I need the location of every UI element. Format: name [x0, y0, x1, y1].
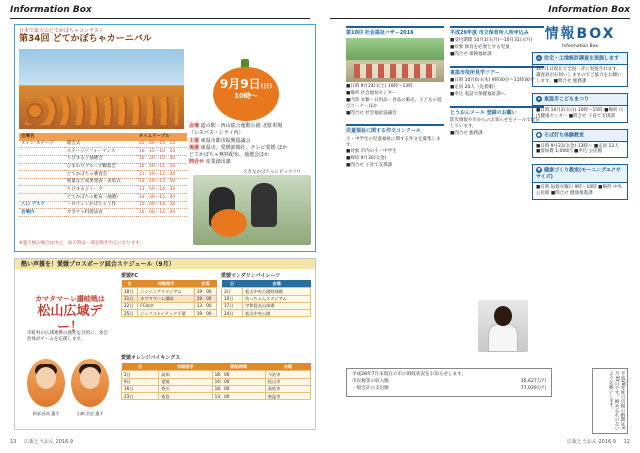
sports-panel-title: 熱い声援を！愛媛プロスポーツ試合スケジュール（9月）: [15, 259, 315, 269]
table-row: 2日 高知 18：00 今治市: [122, 371, 311, 378]
tax-notice: 平成28年度の市税の納期は9月30日です。納め忘れのないようお願いします。: [592, 368, 628, 434]
info-row: （レスパス・シティ内）: [189, 130, 244, 137]
table-row: 会場内 カボチャ料理試食 10：00〜14：00: [19, 209, 187, 217]
nursery-title: 平成29年度 市立保育所入所申込み: [450, 26, 544, 36]
pumpkin-field-photo: [19, 49, 184, 129]
table-row: ちびまる子抽選会 10：20〜10：40: [19, 155, 187, 163]
finance-box: [346, 368, 552, 397]
bazaar-title: 第10回 社会福祉バザー2016: [346, 26, 444, 36]
table-row: メイン ステージ 開会式 10：00〜10：15: [19, 141, 187, 148]
table-row: 3日 松山中央公園野球場: [222, 288, 311, 295]
event-date-badge: [213, 67, 279, 121]
carnival-heading: [19, 28, 169, 46]
players-photos: [25, 359, 115, 421]
table-row: 9日 愛媛 14：00 松山市: [122, 378, 311, 385]
fc-title: 愛媛FC: [121, 273, 139, 279]
slogan-line-1: カマタマーレ讃岐戦は: [35, 295, 105, 303]
info-item: ⌂ 住宅・土地統計調査を実施します 10月1日現在で全国一斉に実施されます。調査員がお伺いしますのでご協力をお願いします。■問合せ 総務課: [532, 52, 628, 87]
table-row: 17日 宇和島丸山球場: [222, 302, 311, 309]
weather-note: ※悪天候の場合は中止。雨天時は一部を除き中止になります。: [19, 241, 144, 246]
info-row: 問合せ 産業創出課: [189, 159, 231, 166]
table-row: 23日 徳島 13：00 東温市: [122, 393, 311, 400]
publication-name: 広報とうおん 2016.9: [24, 439, 74, 445]
pirates-table: 日 会場 3日 松山中央公園野球場 10日 坊っちゃんスタジアム 17日 宇和島丸山球場 24日 松山中央公園: [221, 280, 311, 317]
table-row: 10日 坊っちゃんスタジアム: [222, 295, 311, 302]
page-number: 13: [10, 439, 17, 445]
bazaar-text: ■日時 9月24日(土) 10時〜13時 ■場所 社会福祉センター ■内容 衣類・日用品・食品の販売、子どもの遊びコーナーほか ■問合せ 社会福祉協議会: [346, 84, 442, 116]
finance-intro: 平成28年7月末現在の市の財政状況をお知らせします。: [352, 372, 466, 377]
table-row: ちびまる子トーク 13：50〜14：30: [19, 186, 187, 194]
info-box-subtitle: Information Box: [562, 43, 598, 49]
finance-row: 一般会計の支出額 77,029万円: [352, 386, 546, 392]
table-row: 16日 香川 18：00 高松市: [122, 385, 311, 392]
info-row: 会場 道の駅・西山総合運動公園 北駐車場: [189, 123, 283, 129]
pumpkins-image: [25, 97, 178, 125]
info-box-title: 情報BOX: [544, 26, 616, 42]
woman-illustration: [478, 300, 528, 352]
star-icon: ★: [537, 96, 541, 102]
table-row: 22日 FC岐阜 13：00: [122, 302, 217, 309]
left-footer: [10, 439, 310, 447]
finance-row: 市民税等の収入額 35,627万円: [352, 379, 546, 385]
table-row: ステージパフォーマンス 10：15〜10：20: [19, 148, 187, 156]
pirates-title: 愛媛マンダリンパイレーツ: [221, 273, 281, 279]
right-column-a: [346, 26, 444, 170]
mail-text: 防災情報や市からのお知らせをメールで配信しています。 ■問合せ 総務課: [450, 117, 540, 136]
page-number: 12: [623, 439, 630, 445]
right-header-bar: [330, 5, 630, 19]
left-brand-title: Information Box: [10, 5, 92, 15]
right-brand-title: Information Box: [548, 5, 630, 15]
event-info: [189, 123, 313, 167]
event-date: 9月9日(日): [219, 77, 273, 91]
player-photo: [71, 359, 109, 407]
event-time: 10時〜: [234, 92, 258, 100]
table-row: 重量など成果発表・表彰式 13：20〜13：50: [19, 178, 187, 186]
player-name: 山崎 浩史 選手: [76, 411, 104, 416]
info-item: ● そば打ち体験教室 ■日時 9月23日(金) 13時〜 ■定員 12人 ■参加費 1,000円 ■申込 公民館: [532, 129, 628, 158]
sports-schedule-panel: [14, 258, 316, 430]
carnival-schedule-table: 会場名 タイムテーブル メイン ステージ 開会式 10：00〜10：15 ステージパフォーマンス 10：15〜10：20 ちびまる子抽選会 10：20〜10：40 ひまわりグループ観賞会 10：40〜11：10 どてかぼちゃ審査会 11：20〜12：00 重量など成果発表・表彰式 13：20〜13：50 ちびまる子トーク 13：50〜14：30 どてかぼちゃ配布（抽選） 14：30〜15：00 入口 デスク ハロウィンかぼちゃ工作 10：00〜14：30 会場内 カボチャ料理試食 10：00〜14：00: [19, 133, 187, 217]
table-row: どてかぼちゃ審査会 11：20〜12：00: [19, 171, 187, 179]
essay-text: 小・中学生の児童福祉に関する作文を募集します。 ■対象 市内の小・中学生 ■締切 9月30日(金) ■問合せ 子育て支援課: [346, 136, 441, 169]
tour-text: ■日時 10月6日(木) 9時30分〜11時30分 ■定員 20人（先着順） ■申込 電話で保健福祉課へ: [450, 78, 535, 97]
right-footer: [330, 439, 630, 447]
table-row: 入口 デスク ハロウィンかぼちゃ工作 10：00〜14：30: [19, 201, 187, 209]
slogan-line-2: 松山広域デー！: [37, 303, 103, 335]
orange-vikings-table: 日 対戦相手 開始時間 会場 2日 高知 18：00 今治市 9日 愛媛 14：00 松山市 16日 香川 18：00 高松市 23日 徳島 13：00 東温市: [121, 363, 311, 400]
right-column-c: [532, 26, 628, 206]
table-row: 18日 ニンジニアスタジアム 19：00: [122, 288, 217, 295]
table-row: ひまわりグループ観賞会 10：40〜11：10: [19, 163, 187, 171]
table-row: 11日 カマタマーレ讃岐 19：00: [122, 295, 217, 302]
tour-title: 東温市役所見学ツアー: [450, 66, 544, 76]
right-column-b: [450, 26, 544, 137]
carnival-title: 第34回 どてかぼちゃカーニバル: [19, 34, 152, 45]
contest-line: 日本で最大のどてかぼちゃコンテスト: [19, 28, 104, 34]
sports-description: 市町村の広域連携の強化を目的に、各自治体がチームを応援します。: [27, 331, 108, 342]
speech-bubble: 大きなかぼちゃにビックリ!!: [243, 170, 301, 175]
table-row: 25日 ジェフユナイテッド千葉 19：00: [122, 310, 217, 317]
table-row: どてかぼちゃ配布（抽選） 14：30〜15：00: [19, 194, 187, 202]
info-row: 後援 東温市、愛媛新聞社、テレビ愛媛 ほか: [189, 144, 288, 151]
bazaar-photo: [346, 38, 444, 82]
pumpkin-carnival-panel: [14, 24, 316, 252]
info-item: ♥ 健康づくり教室(モーニングエクササイズ) ■日時 毎週火曜日 9時〜10時 ■場所 中央公民館 ■問合せ 健康推進課: [532, 164, 628, 200]
heart-icon: ♥: [537, 167, 541, 173]
child-figure: [251, 183, 277, 227]
pumpkin-image: [211, 209, 247, 237]
orange-vikings-title: 愛媛オレンジバイキングス: [121, 355, 181, 361]
info-box-heading: [532, 26, 628, 49]
house-icon: ⌂: [537, 55, 541, 61]
kids-with-pumpkin-photo: [193, 175, 311, 245]
info-row: 主催 東温市都市振興協議会: [189, 137, 251, 144]
nursery-text: ■受付期間 10月3日(月)〜10月31日(月) ■対象 保育を必要とする児童 ■問合せ 保険福祉課: [450, 38, 533, 57]
ehime-fc-table: 日 対戦相手 会場 18日 ニンジニアスタジアム 19：00 11日 カマタマーレ讃岐 19：00 22日 FC岐阜 13：00 25日 ジェフユナイテッド千葉 19：00: [121, 280, 217, 317]
left-header-bar: [10, 5, 310, 19]
bowl-icon: ●: [537, 131, 541, 137]
player-photo: [27, 359, 65, 407]
info-item: ★ 東温市こどもまつり ■日時 10月2日(日) 10時〜15時 ■場所 川内健康センター ■問合せ 子育て支援課: [532, 93, 628, 122]
mail-title: とうおんメール 登録のお願い: [450, 106, 544, 116]
essay-title: 児童福祉に関する作文コンクール: [346, 124, 444, 134]
player-name: 阿部 拓馬 選手: [32, 411, 60, 416]
publication-name: 広報とうおん 2016.9: [566, 439, 616, 445]
table-row: 24日 松山中央公園: [222, 310, 311, 317]
info-row: どてかぼちゃ無料配布、抽選会ほか: [189, 152, 270, 158]
